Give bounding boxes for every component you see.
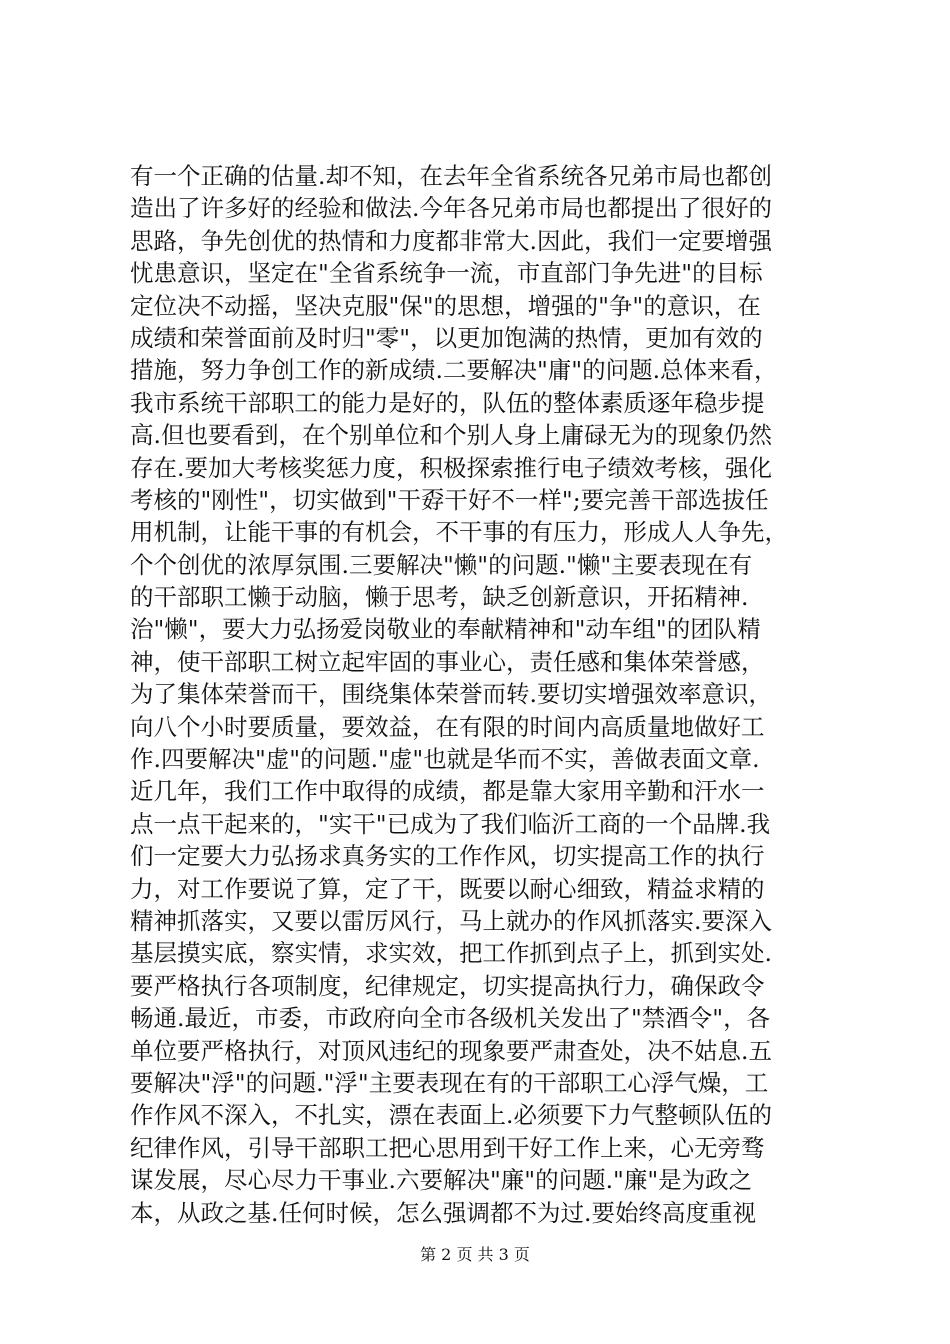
text-line: 基层摸实底，察实情，求实效，把工作抓到点子上，抓到实处. bbox=[130, 939, 772, 968]
text-line: 治"懒"，要大力弘扬爱岗敬业的奉献精神和"动车组"的团队精 bbox=[130, 615, 761, 644]
body-text bbox=[130, 160, 830, 1229]
text-line: 我市系统干部职工的能力是好的，队伍的整体素质逐年稳步提 bbox=[130, 388, 765, 417]
text-line: 措施，努力争创工作的新成绩.二要解决"庸"的问题.总体来看， bbox=[130, 356, 778, 385]
text-line: 成绩和荣誉面前及时归"零"，以更加饱满的热情，更加有效的 bbox=[130, 323, 763, 352]
text-line: 造出了许多好的经验和做法.今年各兄弟市局也都提出了很好的 bbox=[130, 194, 772, 223]
page-number-label: 第 2 页 共 3 页 bbox=[420, 1245, 530, 1264]
text-line: 向八个小时要质量，要效益，在有限的时间内高质量地做好工 bbox=[130, 712, 765, 741]
text-line: 高.但也要看到，在个别单位和个别人身上庸碌无为的现象仍然 bbox=[130, 421, 772, 450]
text-line: 们一定要大力弘扬求真务实的工作作风，切实提高工作的执行 bbox=[130, 842, 765, 871]
text-line: 畅通.最近，市委，市政府向全市各级机关发出了"禁酒令"，各 bbox=[130, 1004, 771, 1033]
text-line: 点一点干起来的，"实干"已成为了我们临沂工商的一个品牌.我 bbox=[130, 809, 771, 838]
text-line: 要解决"浮"的问题."浮"主要表现在有的干部职工心浮气燥，工 bbox=[130, 1068, 769, 1097]
text-line: 存在.要加大考核奖惩力度，积极探索推行电子绩效考核，强化 bbox=[130, 453, 772, 482]
text-line: 作.四要解决"虚"的问题."虚"也就是华而不实，善做表面文章. bbox=[130, 745, 760, 774]
text-line: 纪律作风，引导干部职工把心思用到干好工作上来，心无旁骛 bbox=[130, 1133, 765, 1162]
text-line: 单位要严格执行，对顶风违纪的现象要严肃查处，决不姑息.五 bbox=[130, 1036, 772, 1065]
text-line: 为了集体荣誉而干，围绕集体荣誉而转.要切实增强效率意识， bbox=[130, 680, 772, 709]
text-line: 忧患意识，坚定在"全省系统争一流，市直部门争先进"的目标 bbox=[130, 259, 763, 288]
page-footer bbox=[0, 1244, 950, 1266]
text-line: 要严格执行各项制度，纪律规定，切实提高执行力，确保政令 bbox=[130, 971, 765, 1000]
text-line: 本，从政之基.任何时候，怎么强调都不为过.要始终高度重视 bbox=[130, 1198, 756, 1227]
text-line: 神，使干部职工树立起牢固的事业心，责任感和集体荣誉感， bbox=[130, 647, 765, 676]
text-line: 精神抓落实，又要以雷厉风行，马上就办的作风抓落实.要深入 bbox=[130, 906, 772, 935]
text-line: 作作风不深入，不扎实，漂在表面上.必须要下力气整顿队伍的 bbox=[130, 1101, 772, 1130]
text-line: 思路，争先创优的热情和力度都非常大.因此，我们一定要增强 bbox=[130, 226, 772, 255]
text-line: 有一个正确的估量.却不知，在去年全省系统各兄弟市局也都创 bbox=[130, 162, 772, 190]
text-line: 谋发展，尽心尽力干事业.六要解决"廉"的问题."廉"是为政之 bbox=[130, 1166, 753, 1195]
text-line: 定位决不动摇，坚决克服"保"的思想，增强的"争"的意识，在 bbox=[130, 291, 761, 320]
text-line: 考核的"刚性"，切实做到"干孬干好不一样";要完善干部选拔任 bbox=[130, 485, 769, 514]
text-line: 个个创优的浓厚氛围.三要解决"懒"的问题."懒"主要表现在有 bbox=[130, 550, 753, 579]
text-line: 的干部职工懒于动脑，懒于思考，缺乏创新意识，开拓精神. bbox=[130, 583, 749, 612]
text-line: 近几年，我们工作中取得的成绩，都是靠大家用辛勤和汗水一 bbox=[130, 777, 765, 806]
text-line: 力，对工作要说了算，定了干，既要以耐心细致，精益求精的 bbox=[130, 874, 765, 903]
text-line: 用机制，让能干事的有机会，不干事的有压力，形成人人争先， bbox=[130, 518, 788, 547]
